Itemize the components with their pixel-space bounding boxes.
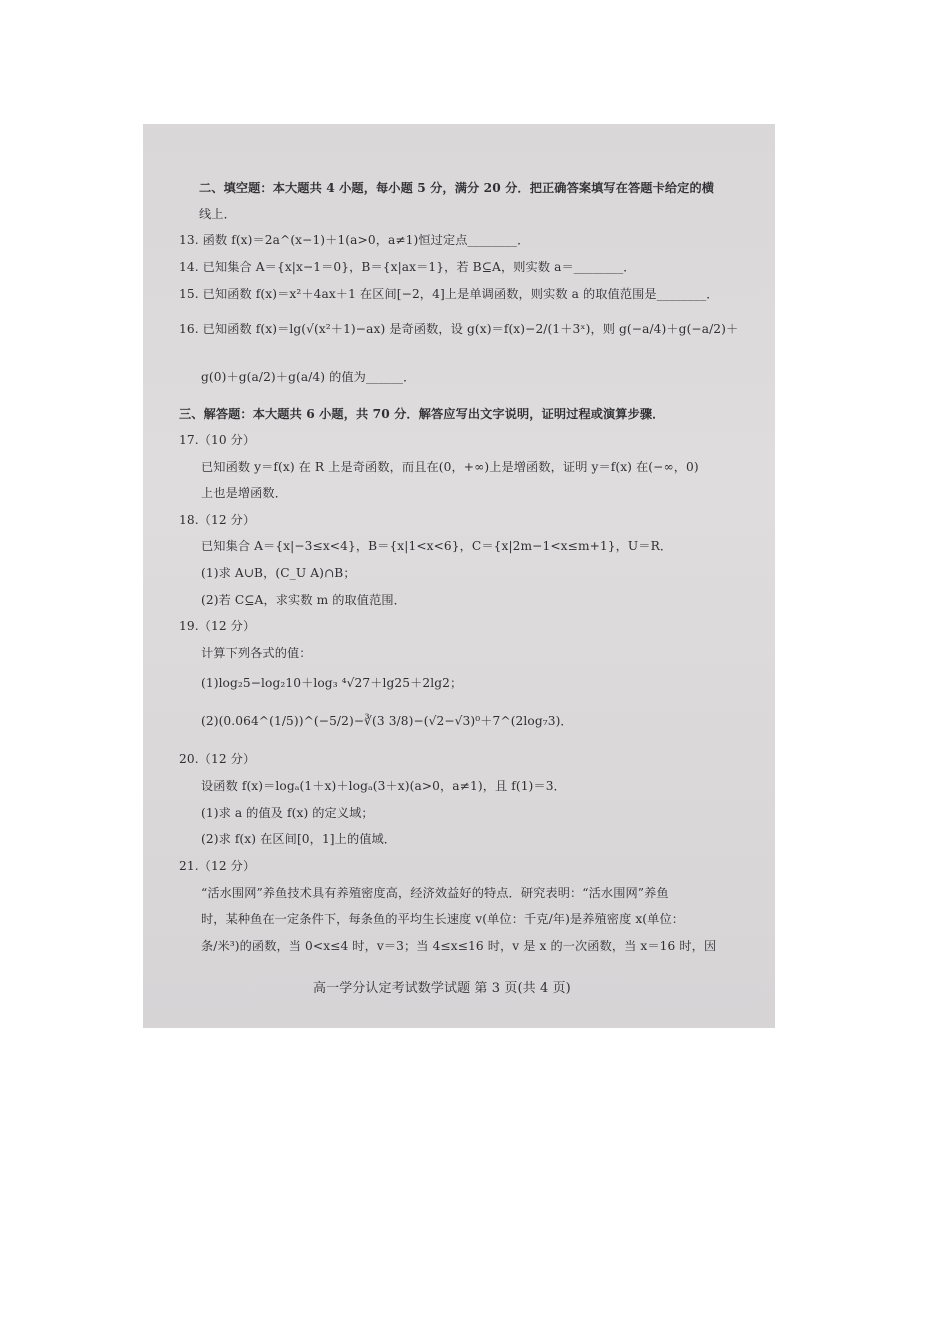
question-16: 16. 已知函数 f(x)＝lg(√(x²＋1)−ax) 是奇函数，设 g(x)＝f(x)−2/(1＋3ˣ)，则 g(−a/4)＋g(−a/2)＋ (179, 322, 739, 336)
question-18-part-2: (2)若 C⊆A，求实数 m 的取值范围． (201, 593, 406, 607)
question-20-header: 20.（12 分） (179, 752, 256, 766)
document-photo (143, 124, 775, 1028)
question-21-body-cont-1: 时，某种鱼在一定条件下，每条鱼的平均生长速度 v(单位：千克/年)是养殖密度 x(单位： (201, 912, 685, 926)
question-15: 15. 已知函数 f(x)＝x²＋4ax＋1 在区间[−2，4]上是单调函数，则实数 a 的取值范围是________． (179, 287, 719, 301)
question-19-body: 计算下列各式的值： (201, 646, 312, 660)
section-2-heading-cont: 线上． (199, 207, 236, 221)
section-3-heading: 三、解答题：本大题共 6 小题，共 70 分．解答应写出文字说明，证明过程或演算步骤． (179, 407, 665, 421)
page-footer: 高一学分认定考试数学试题 第 3 页(共 4 页) (313, 981, 571, 996)
question-16-cont: g(0)＋g(a/2)＋g(a/4) 的值为______． (201, 370, 416, 384)
question-21-body: “活水围网”养鱼技术具有养殖密度高，经济效益好的特点．研究表明：“活水围网”养鱼 (201, 886, 669, 900)
question-21-body-cont-2: 条/米³)的函数，当 0<x≤4 时，v＝3；当 4≤x≤16 时，v 是 x 的一次函数，当 x＝16 时，因 (201, 939, 717, 953)
question-21-header: 21.（12 分） (179, 859, 256, 873)
question-17-header: 17.（10 分） (179, 433, 256, 447)
question-18-body: 已知集合 A＝{x|−3≤x<4}，B＝{x|1<x<6}，C＝{x|2m−1<x≤m+1}，U＝R． (201, 539, 673, 553)
question-20-part-1: (1)求 a 的值及 f(x) 的定义域； (201, 806, 374, 820)
question-20-part-2: (2)求 f(x) 在区间[0，1]上的值域． (201, 832, 397, 846)
question-18-header: 18.（12 分） (179, 513, 256, 527)
question-19-part-2: (2)(0.064^(1/5))^(−5/2)−∛(3 3/8)−(√2−√3)⁰＋7^(2log₇3)． (201, 714, 573, 728)
question-13: 13. 函数 f(x)＝2a^(x−1)＋1(a>0，a≠1)恒过定点________． (179, 233, 530, 247)
question-19-part-1: (1)log₂5−log₂10＋log₃ ⁴√27＋lg25＋2lg2； (201, 676, 463, 690)
question-14: 14. 已知集合 A＝{x|x−1＝0}，B＝{x|ax＝1}，若 B⊆A，则实数 a＝________． (179, 260, 636, 274)
question-17-body: 已知函数 y＝f(x) 在 R 上是奇函数，而且在(0，+∞)上是增函数，证明 y＝f(x) 在(−∞，0) (201, 460, 699, 474)
question-18-part-1: (1)求 A∪B，(C_U A)∩B； (201, 566, 356, 580)
question-17-body-cont: 上也是增函数． (201, 486, 288, 500)
question-20-body: 设函数 f(x)＝logₐ(1＋x)＋logₐ(3＋x)(a>0，a≠1)，且 f(1)＝3． (201, 779, 566, 793)
question-19-header: 19.（12 分） (179, 619, 256, 633)
section-2-heading: 二、填空题：本大题共 4 小题，每小题 5 分，满分 20 分．把正确答案填写在答题卡给定的横 (199, 181, 715, 195)
